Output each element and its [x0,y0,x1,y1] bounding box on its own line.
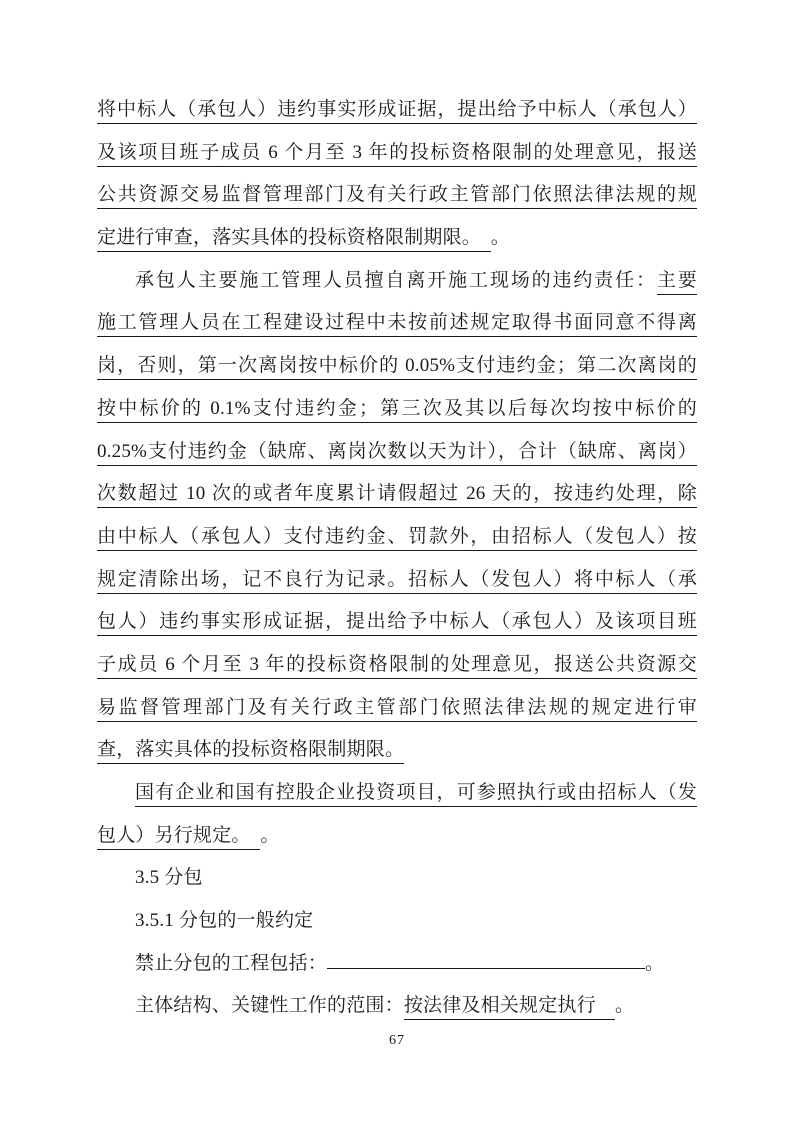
underlined-text [472,227,491,252]
underlined-text: 易监督管理部门及有关行政主管部门依照法律法规的规定进行审 [97,697,697,722]
text-line [97,943,697,986]
text: 3.5 分包 [135,867,203,889]
text: 。 [260,824,280,846]
text-line [97,89,697,132]
text: 。 [490,227,510,249]
text-line [97,772,697,815]
text-line [97,302,697,345]
underlined-text: 及该项目班子成员 6 个月至 3 年的投标资格限制的处理意见，报送 [97,142,697,167]
underlined-text: 按中标价的 0.1%支付违约金；第三次及其以后每次均按中标价的 [97,398,697,423]
text: 。 [645,952,665,974]
text-line [97,260,697,303]
text-line [97,857,697,900]
text: 3.5.1 分包的一般约定 [135,910,314,932]
underlined-text: 国有企业和国有控股企业投资项目，可参照执行或由招标人（发 [135,782,697,807]
underlined-text: 定进行审查，落实具体的投标资格限制期限。 [97,227,472,252]
underlined-text: 将中标人（承包人）违约事实形成证据，提出给予中标人（承包人） [97,99,697,124]
text-line [97,217,697,260]
text-line [97,132,697,175]
underlined-text: 0.25%支付违约金（缺席、离岗次数以天为计），合计（缺席、离岗） [97,441,697,466]
underlined-text: 按法律及相关规定执行 [404,995,596,1020]
underlined-text: 包人）违约事实形成证据，提出给予中标人（承包人）及该项目班 [97,611,697,636]
text-line [97,644,697,687]
text-line [97,431,697,474]
underlined-text: 包人）另行规定。 [97,825,241,850]
text-line [97,900,697,943]
text-line [97,516,697,559]
text: 承包人主要施工管理人员擅自离开施工现场的违约责任： [135,269,657,291]
fill-in-blank [327,949,645,969]
page-number: 67 [389,1033,405,1048]
underlined-text: 施工管理人员在工程建设过程中未按前述规定取得书面同意不得离 [97,312,697,337]
text-line [97,174,697,217]
underlined-text [241,825,260,850]
text: 主体结构、关键性工作的范围： [135,995,404,1017]
text-line [97,559,697,602]
text-line [97,815,697,858]
text-line [97,473,697,516]
text-line [97,729,697,772]
text-line [97,687,697,730]
underlined-text: 子成员 6 个月至 3 年的投标资格限制的处理意见，报送公共资源交 [97,654,697,679]
text: 。 [615,995,635,1017]
underlined-text: 公共资源交易监督管理部门及有关行政主管部门依照法律法规的规 [97,184,697,209]
underlined-text: 主要 [657,270,697,295]
underlined-text: 规定清除出场，记不良行为记录。招标人（发包人）将中标人（承 [97,569,697,594]
text-line [97,985,697,1028]
underlined-text: 岗，否则，第一次离岗按中标价的 0.05%支付违约金；第二次离岗的 [97,355,697,380]
underlined-text: 次数超过 10 次的或者年度累计请假超过 26 天的，按违约处理，除 [97,483,697,508]
text-line [97,345,697,388]
text-line [97,601,697,644]
underlined-text [596,995,615,1020]
underlined-text: 查，落实具体的投标资格限制期限。 [97,739,404,764]
text-line [97,388,697,431]
document-body [97,89,697,1028]
text: 禁止分包的工程包括： [135,952,328,974]
underlined-text: 由中标人（承包人）支付违约金、罚款外，由招标人（发包人）按 [97,526,697,551]
